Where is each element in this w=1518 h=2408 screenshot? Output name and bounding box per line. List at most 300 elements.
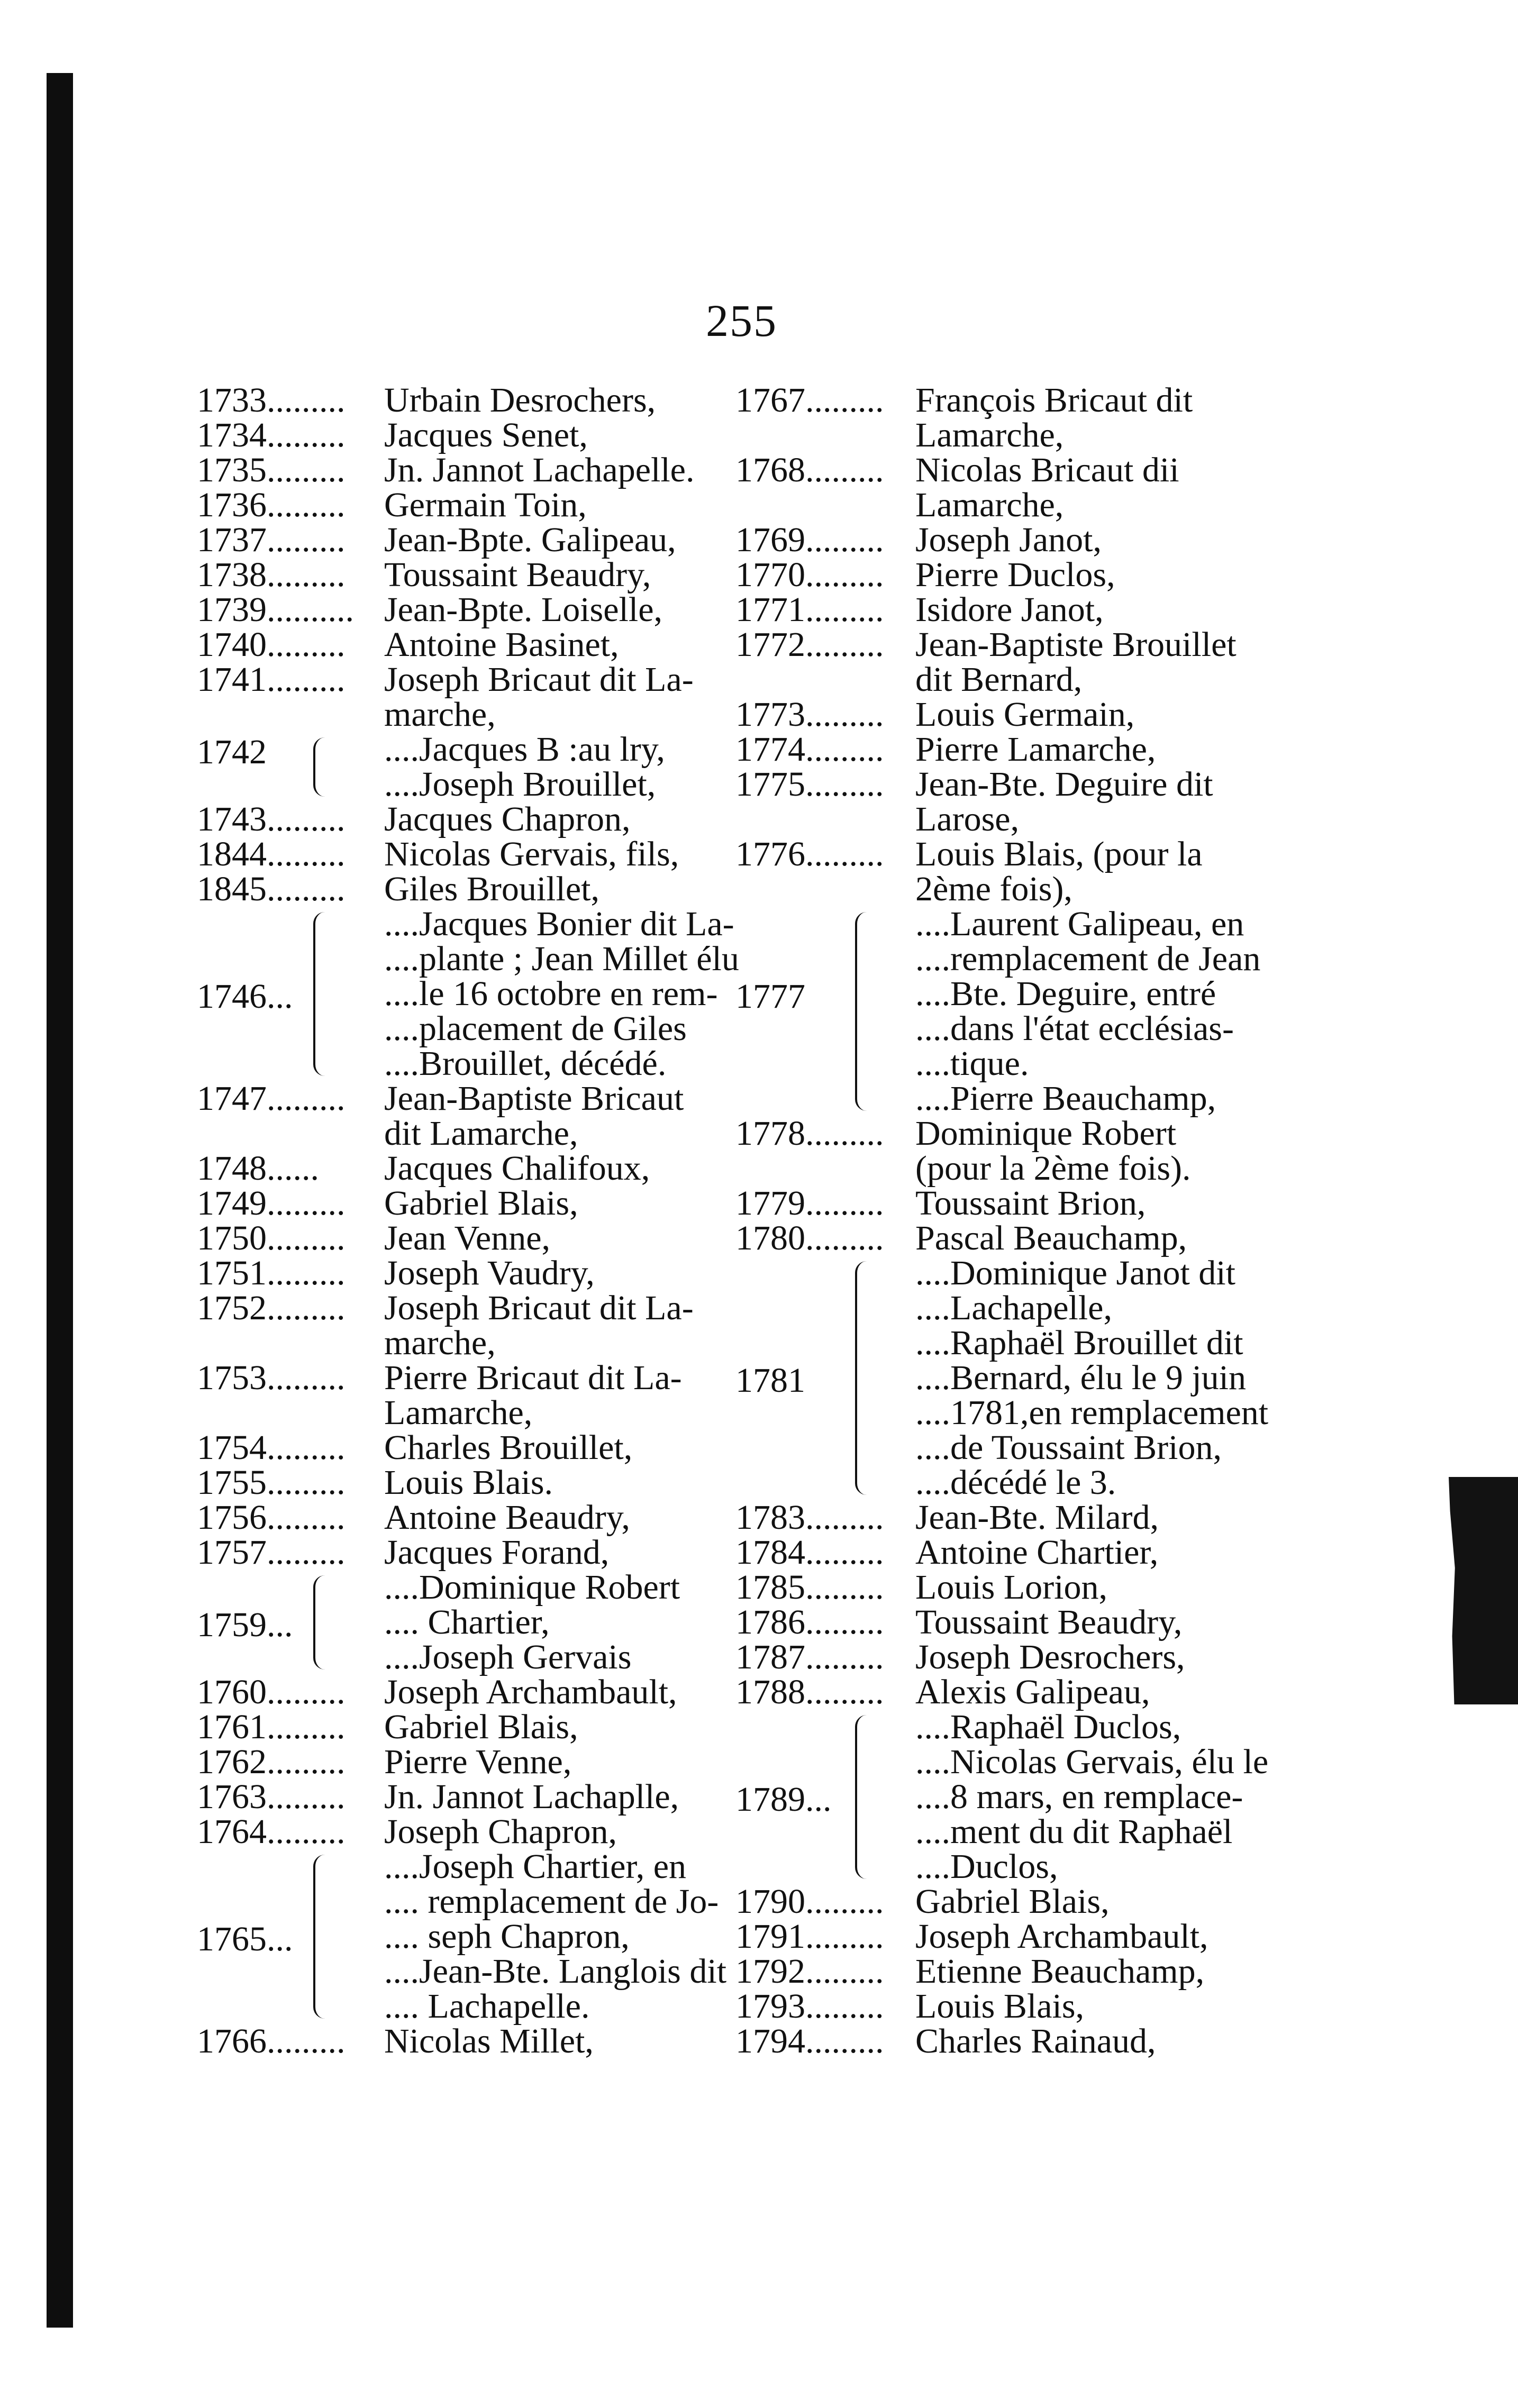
entry-text: Pierre Venne, (384, 1743, 572, 1781)
entry-text: ....Nicolas Gervais, élu le (915, 1743, 1269, 1781)
entry-row (735, 453, 1268, 488)
entry-row (197, 488, 739, 523)
entry-lead (197, 1640, 384, 1675)
entry-text: Joseph Archambault, (384, 1673, 677, 1711)
entry-row (735, 1884, 1268, 1919)
entry-row (197, 662, 739, 697)
entry-row (197, 1849, 739, 1884)
entry-row (197, 1954, 739, 1989)
entry-row (735, 1116, 1268, 1151)
right-column (735, 383, 1268, 2059)
entry-text: Antoine Beaudry, (384, 1498, 630, 1537)
entry-row (197, 1011, 739, 1046)
entry-row (197, 1777, 739, 1816)
entry-row (197, 418, 739, 453)
entry-year: 1752......... (197, 1289, 346, 1327)
entry-text: Louis Germain, (915, 695, 1135, 734)
entry-year: 1778......... (735, 1114, 884, 1153)
entry-row (735, 942, 1268, 977)
entry-year (735, 418, 915, 453)
entry-lead (197, 1849, 384, 1884)
entry-lead (735, 1745, 915, 1780)
entry-lead (197, 767, 384, 802)
entry-text: ....Dominique Robert (384, 1568, 680, 1607)
entry-text: Dominique Robert (915, 1114, 1177, 1153)
entry-row (197, 1675, 739, 1710)
entry-text: ....Brouillet, décédé. (384, 1044, 667, 1083)
entry-row (735, 767, 1268, 802)
entry-year: 1767......... (735, 381, 884, 419)
entry-row (197, 767, 739, 802)
entry-lead (197, 907, 384, 942)
entry-text: Louis Lorion, (915, 1568, 1107, 1607)
entry-lead (197, 1605, 384, 1640)
entry-row (197, 1046, 739, 1081)
entry-row (197, 1186, 739, 1221)
entry-row (197, 2024, 739, 2059)
entry-text: ....Jacques Bonier dit La- (384, 905, 734, 943)
entry-lead (735, 1256, 915, 1291)
entry-row (735, 1849, 1268, 1884)
entry-year: 1750......... (197, 1219, 346, 1257)
entry-row (735, 837, 1268, 872)
entry-year: 1793......... (735, 1987, 884, 2026)
entry-text: Joseph Chapron, (384, 1812, 617, 1851)
entry-row (735, 662, 1268, 697)
entry-text: ....tique. (915, 1044, 1029, 1083)
entry-row (197, 1291, 739, 1326)
entry-year: 1781 (735, 1361, 805, 1400)
entry-row (197, 1605, 739, 1640)
entry-year: 1775......... (735, 765, 884, 804)
entry-row (197, 1500, 739, 1535)
entry-lead (735, 1361, 915, 1395)
entry-row (735, 872, 1268, 907)
entry-year: 1742 (197, 733, 267, 771)
entry-text: ....Bernard, élu le 9 juin (915, 1358, 1247, 1397)
entry-year (197, 1116, 384, 1151)
entry-text: Toussaint Beaudry, (915, 1603, 1183, 1641)
entry-row (197, 555, 739, 594)
entry-lead (197, 1046, 384, 1081)
entry-row (735, 974, 1268, 1013)
entry-row (197, 1745, 739, 1780)
entry-year: 1790......... (735, 1882, 884, 1921)
entry-text: ....Raphaël Duclos, (915, 1708, 1181, 1746)
entry-text: Joseph Bricaut dit La- (384, 1289, 694, 1327)
entry-text: Larose, (915, 800, 1020, 838)
entry-year: 1766......... (197, 2022, 346, 2060)
entry-row (735, 1151, 1268, 1186)
entry-row (735, 592, 1268, 627)
bracketed-entry (197, 732, 739, 802)
entry-text: Jacques Senet, (384, 416, 588, 454)
entry-row (735, 1326, 1268, 1361)
entry-text: Pierre Lamarche, (915, 730, 1156, 769)
entry-year: 1770......... (735, 555, 884, 594)
page-edge-mark (1449, 1477, 1518, 1704)
entry-text: Toussaint Brion, (915, 1184, 1146, 1223)
entry-year: 1792......... (735, 1952, 884, 1991)
entry-row (197, 1570, 739, 1605)
entry-year: 1738......... (197, 555, 346, 594)
entry-year: 1774......... (735, 730, 884, 769)
entry-year: 1747......... (197, 1079, 346, 1118)
entry-text: (pour la 2ème fois). (915, 1149, 1191, 1188)
entry-text: .... Chartier, (384, 1603, 550, 1641)
entry-year (735, 1151, 915, 1186)
entry-lead (735, 1814, 915, 1849)
page-number: 255 (706, 295, 777, 346)
entry-text: ....Jacques B :au lry, (384, 730, 665, 769)
entry-row (197, 1151, 739, 1186)
entry-text: Jn. Jannot Lachapelle. (384, 451, 695, 489)
entry-lead (197, 1919, 384, 1954)
entry-text: Jean Venne, (384, 1219, 551, 1257)
entry-text: Charles Rainaud, (915, 2022, 1156, 2060)
entry-lead (735, 942, 915, 977)
entry-lead (197, 977, 384, 1011)
entry-lead (735, 1081, 915, 1116)
entry-text: ....Joseph Gervais (384, 1638, 632, 1676)
entry-row (197, 453, 739, 488)
entry-lead (735, 1291, 915, 1326)
bracketed-entry (735, 1710, 1268, 1884)
entry-row (735, 523, 1268, 558)
entry-text: marche, (384, 695, 496, 734)
entry-year: 1749......... (197, 1184, 346, 1223)
entry-row (735, 1954, 1268, 1989)
entry-year: 1779......... (735, 1184, 884, 1223)
entry-text: ....placement de Giles (384, 1009, 687, 1048)
entry-lead (735, 1465, 915, 1500)
entry-row (197, 1430, 739, 1465)
entry-text: ....Joseph Brouillet, (384, 765, 656, 804)
entry-row (197, 523, 739, 558)
entry-row (735, 1430, 1268, 1465)
entry-row (197, 1919, 739, 1954)
entry-row (197, 1256, 739, 1291)
entry-year (735, 662, 915, 697)
entry-year: 1785......... (735, 1568, 884, 1607)
entry-year: 1733......... (197, 381, 346, 419)
entry-text: Lamarche, (384, 1393, 533, 1432)
entry-row (197, 1989, 739, 2024)
entry-text: Gabriel Blais, (384, 1708, 578, 1746)
entry-text: ....dans l'état ecclésias- (915, 1009, 1234, 1048)
left-column (197, 383, 739, 2059)
entry-text: ....Lachapelle, (915, 1289, 1112, 1327)
entry-row (735, 1777, 1268, 1816)
entry-text: Jacques Chapron, (384, 800, 631, 838)
entry-row (197, 1640, 739, 1675)
entry-text: ....Raphaël Brouillet dit (915, 1324, 1243, 1362)
binding-edge (47, 73, 73, 2328)
entry-lead (735, 907, 915, 942)
entry-year: 1751......... (197, 1254, 346, 1292)
entry-text: Lamarche, (915, 416, 1064, 454)
entry-text: Etienne Beauchamp, (915, 1952, 1205, 1991)
entry-row (735, 1081, 1268, 1116)
entry-row (735, 1256, 1268, 1291)
entry-year: 1741......... (197, 660, 346, 699)
entry-year: 1739.......... (197, 590, 354, 629)
entry-text: ....Jean-Bte. Langlois dit (384, 1952, 727, 1991)
entry-row (735, 1640, 1268, 1675)
entry-lead (197, 1989, 384, 2024)
entry-year: 1736......... (197, 486, 346, 524)
entry-lead (735, 1011, 915, 1046)
entry-row (197, 627, 739, 662)
entry-year: 1753......... (197, 1358, 346, 1397)
entry-row (735, 907, 1268, 942)
entry-text: Jean-Bte. Deguire dit (915, 765, 1213, 804)
entry-text: Jean-Bpte. Loiselle, (384, 590, 663, 629)
entry-year: 1764......... (197, 1812, 346, 1851)
entry-text: Joseph Archambault, (915, 1917, 1208, 1956)
entry-year (735, 872, 915, 907)
entry-row (197, 1221, 739, 1256)
bracketed-entry (197, 907, 739, 1081)
entry-lead (197, 1011, 384, 1046)
entry-year: 1783......... (735, 1498, 884, 1537)
entry-year: 1771......... (735, 590, 884, 629)
entry-row (197, 1884, 739, 1919)
entry-year: 1754......... (197, 1428, 346, 1467)
entry-row (197, 592, 739, 627)
entry-year: 1786......... (735, 1603, 884, 1641)
entry-row (735, 1989, 1268, 2024)
entry-lead (735, 1780, 915, 1814)
entry-row (735, 1570, 1268, 1605)
entry-year: 1844......... (197, 835, 346, 873)
entry-text: Urbain Desrochers, (384, 381, 656, 419)
entry-text: Joseph Vaudry, (384, 1254, 595, 1292)
entry-year: 1772......... (735, 625, 884, 664)
entry-row (735, 1710, 1268, 1745)
entry-text: Nicolas Millet, (384, 2022, 594, 2060)
entry-year: 1791......... (735, 1917, 884, 1956)
entry-year: 1765... (197, 1920, 293, 1958)
entry-row (735, 1046, 1268, 1081)
entry-text: .... remplacement de Jo- (384, 1882, 719, 1921)
entry-text: ....Pierre Beauchamp, (915, 1079, 1216, 1118)
entry-year: 1789... (735, 1780, 832, 1819)
entry-row (197, 1710, 739, 1745)
entry-text: Gabriel Blais, (915, 1882, 1110, 1921)
entry-lead (197, 942, 384, 977)
entry-text: ....ment du dit Raphaël (915, 1812, 1233, 1851)
entry-text: Pierre Duclos, (915, 555, 1115, 594)
entry-text: ....le 16 octobre en rem- (384, 974, 718, 1013)
entry-year: 1757......... (197, 1533, 346, 1572)
entry-row (735, 418, 1268, 453)
entry-text: ....Joseph Chartier, en (384, 1847, 687, 1886)
bracketed-entry (197, 1849, 739, 2024)
entry-year (197, 1326, 384, 1361)
entry-row (735, 1221, 1268, 1256)
entry-text: Jacques Chalifoux, (384, 1149, 650, 1188)
entry-row (735, 1919, 1268, 1954)
entry-year: 1762......... (197, 1743, 346, 1781)
entry-text: ....8 mars, en remplace- (915, 1777, 1243, 1816)
entry-row (197, 1814, 739, 1849)
entry-lead (735, 1395, 915, 1430)
entry-text: Joseph Desrochers, (915, 1638, 1185, 1676)
entry-text: ....1781,en remplacement (915, 1393, 1269, 1432)
entry-text: Antoine Chartier, (915, 1533, 1159, 1572)
entry-year: 1761......... (197, 1708, 346, 1746)
entry-text: dit Lamarche, (384, 1114, 578, 1153)
entry-year (735, 802, 915, 837)
entry-lead (735, 1046, 915, 1081)
entry-lead (197, 732, 384, 767)
entry-row (735, 1814, 1268, 1849)
entry-year: 1763......... (197, 1777, 346, 1816)
bracketed-entry (735, 907, 1268, 1116)
entry-text: .... Lachapelle. (384, 1987, 590, 2026)
bracketed-entry (735, 1256, 1268, 1500)
bracketed-entry (197, 1570, 739, 1675)
entry-row (735, 1358, 1268, 1397)
entry-row (197, 802, 739, 837)
entry-text: Jean-Bte. Milard, (915, 1498, 1159, 1537)
entry-text: ....de Toussaint Brion, (915, 1428, 1222, 1467)
entry-lead (197, 1570, 384, 1605)
entry-text: Louis Blais, (pour la (915, 835, 1203, 873)
entry-row (735, 555, 1268, 594)
entry-year: 1734......... (197, 416, 346, 454)
entry-year: 1748...... (197, 1149, 319, 1188)
entry-text: ....décédé le 3. (915, 1463, 1116, 1502)
entry-row (735, 627, 1268, 662)
entry-lead (735, 1430, 915, 1465)
entry-year: 1746... (197, 977, 293, 1016)
entry-row (735, 1535, 1268, 1570)
entry-row (735, 732, 1268, 767)
entry-lead (197, 1884, 384, 1919)
entry-text: Jacques Forand, (384, 1533, 610, 1572)
entry-text: Gabriel Blais, (384, 1184, 578, 1223)
entry-text: Jn. Jannot Lachaplle, (384, 1777, 679, 1816)
entry-text: Pierre Bricaut dit La- (384, 1358, 682, 1397)
entry-text: Toussaint Beaudry, (384, 555, 651, 594)
entry-lead (735, 1326, 915, 1361)
entry-text: Alexis Galipeau, (915, 1673, 1150, 1711)
entry-text: Giles Brouillet, (384, 870, 599, 908)
entry-year: 1740......... (197, 625, 346, 664)
entry-year: 1760......... (197, 1673, 346, 1711)
entry-year: 1759... (197, 1606, 293, 1644)
entry-text: 2ème fois), (915, 870, 1072, 908)
entry-text: ....Dominique Janot dit (915, 1254, 1235, 1292)
entry-text: ....Laurent Galipeau, en (915, 905, 1244, 943)
entry-year: 1788......... (735, 1673, 884, 1711)
entry-year: 1794......... (735, 2022, 884, 2060)
entry-row (197, 732, 739, 767)
entry-year: 1845......... (197, 870, 346, 908)
entry-row (197, 383, 739, 418)
entry-row (735, 2024, 1268, 2059)
entry-row (735, 1011, 1268, 1046)
entry-year: 1777 (735, 977, 805, 1016)
entry-text: François Bricaut dit (915, 381, 1193, 419)
entry-text: ....remplacement de Jean (915, 940, 1261, 978)
entry-year (197, 697, 384, 732)
entry-year: 1756......... (197, 1498, 346, 1537)
entry-text: Louis Blais. (384, 1463, 553, 1502)
entry-row (197, 942, 739, 977)
entry-row (197, 872, 739, 907)
entry-text: Germain Toin, (384, 486, 587, 524)
entry-text: Lamarche, (915, 486, 1064, 524)
entry-year: 1776......... (735, 835, 884, 873)
entry-text: Jean-Baptiste Bricaut (384, 1079, 684, 1118)
entry-text: Charles Brouillet, (384, 1428, 633, 1467)
entry-lead (735, 1849, 915, 1884)
entry-year (197, 1395, 384, 1430)
entry-row (735, 1291, 1268, 1326)
entry-text: Louis Blais, (915, 1987, 1085, 2026)
entry-text: Jean-Bpte. Galipeau, (384, 521, 676, 559)
entry-year: 1780......... (735, 1219, 884, 1257)
entry-text: Antoine Basinet, (384, 625, 619, 664)
entry-row (197, 1326, 739, 1361)
entry-row (197, 1535, 739, 1570)
entry-text: Joseph Janot, (915, 521, 1102, 559)
entry-row (735, 1395, 1268, 1430)
entry-row (197, 907, 739, 942)
entry-text: Isidore Janot, (915, 590, 1104, 629)
entry-text: ....Bte. Deguire, entré (915, 974, 1216, 1013)
entry-year: 1743......... (197, 800, 346, 838)
entry-year: 1773......... (735, 695, 884, 734)
entry-year: 1784......... (735, 1533, 884, 1572)
entry-row (735, 802, 1268, 837)
entry-year: 1769......... (735, 521, 884, 559)
entry-year: 1737......... (197, 521, 346, 559)
entry-row (197, 1465, 739, 1500)
entry-text: dit Bernard, (915, 660, 1083, 699)
entry-row (735, 1605, 1268, 1640)
entry-row (735, 1186, 1268, 1221)
entry-row (735, 1675, 1268, 1710)
entry-lead (197, 1954, 384, 1989)
entry-year: 1768......... (735, 451, 884, 489)
entry-row (197, 1116, 739, 1151)
entry-text: ....plante ; Jean Millet élu (384, 940, 739, 978)
entry-text: marche, (384, 1324, 496, 1362)
entry-year (735, 488, 915, 523)
entry-text: Jean-Baptiste Brouillet (915, 625, 1237, 664)
entry-text: ....Duclos, (915, 1847, 1058, 1886)
entry-row (197, 1081, 739, 1116)
entry-row (735, 697, 1268, 732)
entry-row (735, 1465, 1268, 1500)
entry-row (197, 697, 739, 732)
entry-year: 1787......... (735, 1638, 884, 1676)
entry-row (197, 1395, 739, 1430)
entry-row (197, 837, 739, 872)
entry-lead (735, 977, 915, 1011)
entry-row (735, 488, 1268, 523)
entry-lead (735, 1710, 915, 1745)
entry-year: 1735......... (197, 451, 346, 489)
entry-year: 1755......... (197, 1463, 346, 1502)
entry-row (735, 383, 1268, 418)
entry-row (197, 1358, 739, 1397)
entry-row (735, 1745, 1268, 1780)
